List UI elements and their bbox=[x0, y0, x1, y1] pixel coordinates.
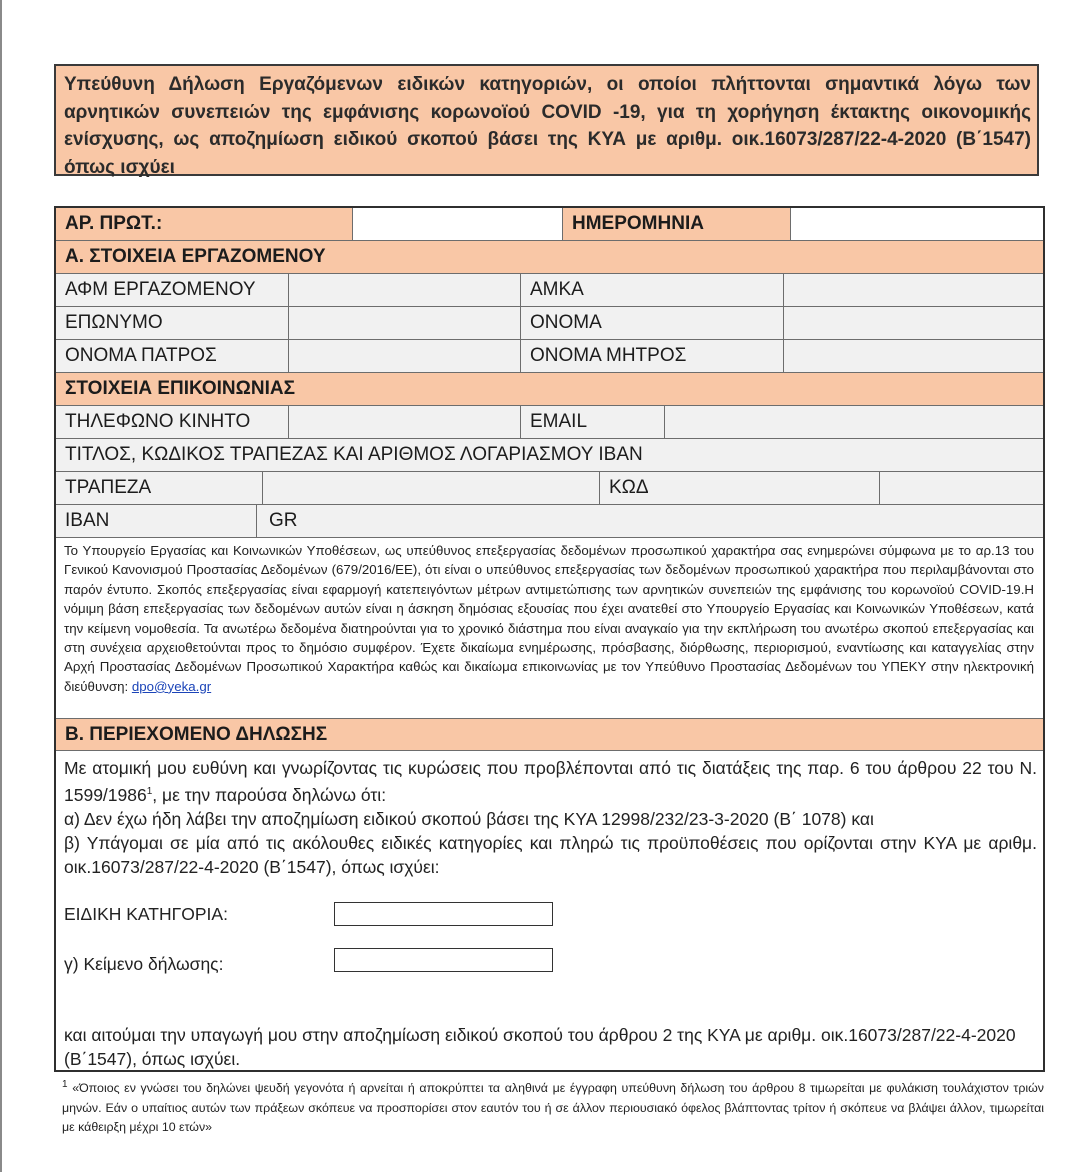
footnote-ref: 1 bbox=[146, 786, 153, 797]
footnote-marker: 1 bbox=[62, 1079, 68, 1090]
section-a-title: Α. ΣΤΟΙΧΕΙΑ ΕΡΓΑΖΟΜΕΝΟΥ bbox=[65, 246, 326, 267]
contact-section-header bbox=[56, 373, 1043, 406]
special-category-label: ΕΙΔΙΚΗ ΚΑΤΗΓΟΡΙΑ: bbox=[64, 904, 228, 924]
amka-field[interactable] bbox=[783, 274, 1043, 306]
name-label: ΟΝΟΜΑ bbox=[520, 307, 783, 339]
application-form bbox=[54, 206, 1045, 1072]
section-b-title: Β. ΠΕΡΙΕΧΟΜΕΝΟ ΔΗΛΩΣΗΣ bbox=[65, 723, 328, 745]
declaration-item-b: β) Υπάγομαι σε μία από τις ακόλουθες ειδικές κατηγορίες και πληρώ τις προϋποθέσεις που ορίζονται στην ΚΥΑ με αριθμ. οικ.16073/287/22-4-2020 (Β΄1547), όπως ισχύει: bbox=[64, 832, 1037, 877]
afm-amka-row bbox=[56, 274, 1043, 307]
intro-text-end: , με την παρούσα δηλώνω ότι: bbox=[152, 784, 387, 805]
footnote bbox=[62, 1075, 1044, 1138]
mobile-phone-label: ΤΗΛΕΦΩΝΟ ΚΙΝΗΤΟ bbox=[65, 411, 251, 432]
declaration-intro bbox=[64, 756, 1037, 807]
surname-name-row bbox=[56, 307, 1043, 340]
surname-label: ΕΠΩΝΥΜΟ bbox=[65, 312, 163, 333]
form-title-banner bbox=[54, 64, 1039, 176]
special-category-input[interactable] bbox=[334, 902, 553, 926]
notice-text: Το Υπουργείο Εργασίας και Κοινωνικών Υποθέσεων, ως υπεύθυνος επεξεργασίας δεδομένων προσωπικού χαρακτήρα σας ενημερώνει σύμφωνα με το αρ.13 του Γενικού Κανονισμού Προστασίας Δεδομένων (679/2016/ΕΕ), ότι είναι ο υπεύθυνος επεξεργασίας των δεδομένων προσωπικού χαρακτήρα που περιλαμβάνονται στο παρόν έντυπο. Σκοπός επεξεργασίας είναι εφαρμογή κατεπειγόντων μέτρων αντιμετώπισης των αρνητικών συνεπειών της εμφάνισης του κορωνοϊού COVID-19.Η νόμιμη βάση επεξεργασίας των δεδομένων αυτών είναι η άσκηση δημόσιας εξουσίας που έχει ανατεθεί στο Υπουργείο Εργασίας και Κοινωνικών Υποθέσεων, κατά την κείμενη νομοθεσία. Τα ανωτέρω δεδομένα διατηρούνται για το χρονικό διάστημα που είναι αναγκαίο για την εκπλήρωση του ανωτέρω σκοπού επεξεργασίας και στη συνέχεια αρχειοθετούνται προς το δημόσιο συμφέρον. Έχετε δικαίωμα ενημέρωσης, πρόσβασης, διόρθωσης, περιορισμού, εναντίωσης και καταγγελίας στην Αρχή Προστασίας Δεδομένων Προσωπικού Χαρακτήρα καθώς και δικαίωμα επικοινωνίας με τον Υπεύθυνο Προστασίας Δεδομένων του ΥΠΕΚΥ στην ηλεκτρονική διεύθυνση: bbox=[64, 543, 1034, 694]
dpo-email-link[interactable]: dpo@yeka.gr bbox=[131, 678, 212, 694]
name-field[interactable] bbox=[783, 307, 1043, 339]
bank-code-field[interactable] bbox=[879, 472, 1043, 504]
declaration-closing: και αιτούμαι την υπαγωγή μου στην αποζημίωση ειδικού σκοπού του άρθρου 2 της ΚΥΑ με αριθμ. οικ.16073/287/22-4-2020 (Β΄1547), όπως ισχύει. bbox=[64, 1025, 1016, 1069]
iban-row bbox=[56, 505, 1043, 538]
declaration-text-input[interactable] bbox=[334, 948, 553, 972]
iban-label: IBAN bbox=[65, 510, 110, 531]
data-protection-notice bbox=[64, 541, 1034, 696]
father-name-label: ΟΝΟΜΑ ΠΑΤΡΟΣ bbox=[65, 345, 217, 366]
amka-label: ΑΜΚΑ bbox=[520, 274, 783, 306]
email-field[interactable] bbox=[664, 406, 1043, 438]
bank-field[interactable] bbox=[262, 472, 599, 504]
declaration-body bbox=[64, 756, 1037, 879]
protocol-label: ΑΡ. ΠΡΩΤ.: bbox=[56, 208, 352, 240]
bank-row bbox=[56, 472, 1043, 505]
afm-label: ΑΦΜ ΕΡΓΑΖΟΜΕΝΟΥ bbox=[65, 279, 256, 300]
date-label: ΗΜΕΡΟΜΗΝΙΑ bbox=[562, 208, 790, 240]
footnote-text: «Όποιος εν γνώσει του δηλώνει ψευδή γεγονότα ή αρνείται ή αποκρύπτει τα αληθινά με έγγραφη υπεύθυνη δήλωση του άρθρου 8 τιμωρείται με φυλάκιση τουλάχιστον τριών μηνών. Εάν ο υπαίτιος αυτών των πράξεων σκόπευε να προσπορίσει στον εαυτόν του ή σε άλλον περιουσιακό όφελος βλάπτοντας τρίτον ή σκόπευε να βλάψει άλλον, τιμωρείται με κάθειρξη μέχρι 10 ετών» bbox=[62, 1081, 1044, 1135]
section-a-header bbox=[56, 241, 1043, 274]
contact-section-title: ΣΤΟΙΧΕΙΑ ΕΠΙΚΟΙΝΩΝΙΑΣ bbox=[65, 378, 296, 399]
page-edge bbox=[0, 0, 2, 1172]
date-field[interactable] bbox=[790, 208, 1043, 240]
bank-code-label: ΚΩΔ bbox=[599, 472, 879, 504]
surname-field[interactable] bbox=[288, 307, 520, 339]
phone-email-row bbox=[56, 406, 1043, 439]
iban-field[interactable]: GR bbox=[256, 505, 1043, 537]
section-b-header bbox=[56, 718, 1043, 751]
declaration-item-a: α) Δεν έχω ήδη λάβει την αποζημίωση ειδικού σκοπού βάσει της ΚΥΑ 12998/232/23-3-2020 (Β΄ 1078) και bbox=[64, 808, 874, 829]
protocol-number-field[interactable] bbox=[352, 208, 562, 240]
father-name-field[interactable] bbox=[288, 340, 520, 372]
afm-field[interactable] bbox=[288, 274, 520, 306]
intro-text: Με ατομική μου ευθύνη και γνωρίζοντας τις κυρώσεις που προβλέπονται από τις διατάξεις της παρ. 6 του άρθρου 22 του Ν. 1599/1986 bbox=[64, 758, 1037, 805]
declaration-text-label: γ) Κείμενο δήλωσης: bbox=[64, 954, 224, 974]
parents-row bbox=[56, 340, 1043, 373]
bank-label: ΤΡΑΠΕΖΑ bbox=[65, 477, 152, 498]
protocol-row bbox=[56, 208, 1043, 241]
mobile-phone-field[interactable] bbox=[288, 406, 520, 438]
email-label: EMAIL bbox=[520, 406, 664, 438]
bank-heading: ΤΙΤΛΟΣ, ΚΩΔΙΚΟΣ ΤΡΑΠΕΖΑΣ ΚΑΙ ΑΡΙΘΜΟΣ ΛΟΓΑΡΙΑΣΜΟΥ IBAN bbox=[65, 444, 643, 465]
mother-name-field[interactable] bbox=[783, 340, 1043, 372]
bank-heading-row bbox=[56, 439, 1043, 472]
form-title: Υπεύθυνη Δήλωση Εργαζόμενων ειδικών κατηγοριών, οι οποίοι πλήττονται σημαντικά λόγω των αρνητικών συνεπειών της εμφάνισης κορωνοϊού COVID -19, για τη χορήγηση έκτακτης οικονομικής ενίσχυσης, ως αποζημίωση ειδικού σκοπού βάσει της ΚΥΑ με αριθμ. οικ.16073/287/22-4-2020 (Β΄1547) όπως ισχύει bbox=[64, 74, 1031, 178]
mother-name-label: ΟΝΟΜΑ ΜΗΤΡΟΣ bbox=[520, 340, 783, 372]
